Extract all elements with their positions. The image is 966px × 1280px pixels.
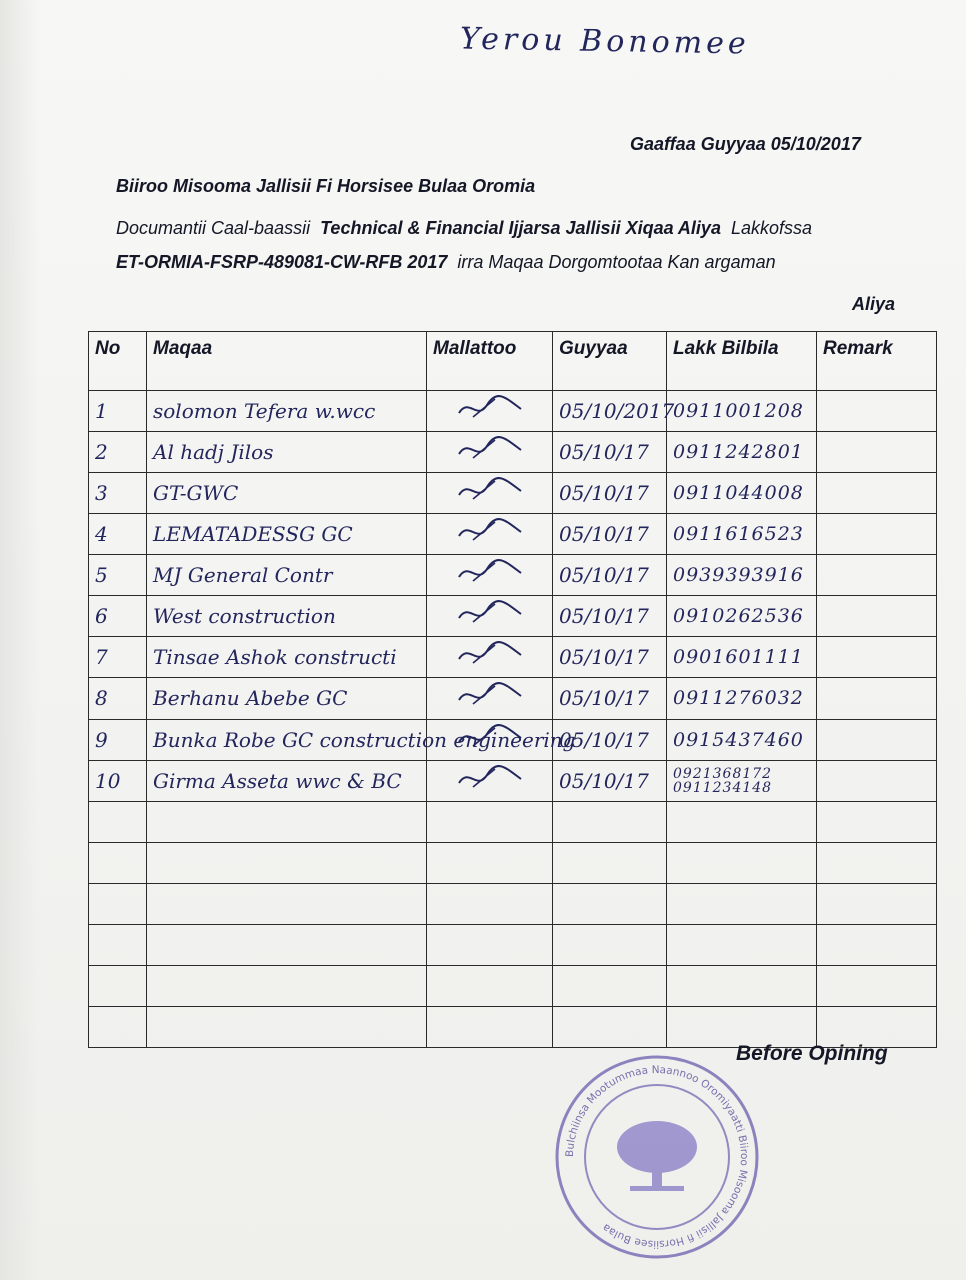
empty-cell xyxy=(817,883,937,924)
remark-cell xyxy=(817,473,937,514)
date-cell: 05/10/17 xyxy=(553,760,667,801)
signature-mark xyxy=(455,763,525,793)
handwritten-note: Yerou Bonomee xyxy=(459,21,750,62)
stamp-text: Bulchiinsa Mootummaa Naannoo Oromiyaatti Biiroo Misooma Jallisii fi Horsiisee Bulaa xyxy=(563,1063,751,1251)
date-cell: 05/10/17 xyxy=(553,678,667,719)
remark-cell xyxy=(817,391,937,432)
reference-number: ET-ORMIA-FSRP-489081-CW-RFB 2017 xyxy=(116,252,448,272)
remark-cell xyxy=(817,596,937,637)
phone-cell xyxy=(667,760,817,801)
empty-cell xyxy=(427,1006,553,1047)
empty-cell xyxy=(427,883,553,924)
signature-cell xyxy=(427,473,553,514)
empty-cell xyxy=(553,801,667,842)
signature-mark xyxy=(455,475,525,505)
empty-cell xyxy=(427,842,553,883)
remark-cell xyxy=(817,432,937,473)
bidder-name: LEMATADESSG GC xyxy=(147,514,427,555)
remark-cell xyxy=(817,760,937,801)
signature-cell xyxy=(427,596,553,637)
empty-cell xyxy=(89,1006,147,1047)
empty-cell xyxy=(427,924,553,965)
empty-cell xyxy=(553,924,667,965)
row-number: 5 xyxy=(89,555,147,596)
document-description xyxy=(116,218,812,239)
column-header-date: Guyyaa xyxy=(553,332,667,391)
signature-cell xyxy=(427,432,553,473)
date-line: Gaaffaa Guyyaa 05/10/2017 xyxy=(630,134,861,154)
empty-cell xyxy=(89,801,147,842)
remark-cell xyxy=(817,719,937,760)
empty-cell xyxy=(667,965,817,1006)
phone-cell xyxy=(667,596,817,637)
row-number: 9 xyxy=(89,719,147,760)
phone-cell xyxy=(667,555,817,596)
before-opening-note: Before Opining xyxy=(736,1042,888,1065)
paper-edge xyxy=(0,0,40,1280)
date-cell: 05/10/17 xyxy=(553,555,667,596)
signature-mark xyxy=(455,598,525,628)
table-row xyxy=(89,391,937,432)
tree-emblem xyxy=(617,1121,697,1191)
empty-cell xyxy=(817,924,937,965)
remark-cell xyxy=(817,637,937,678)
column-header-signature: Mallattoo xyxy=(427,332,553,391)
date-cell: 05/10/17 xyxy=(553,596,667,637)
signature-cell xyxy=(427,637,553,678)
date-cell: 05/10/17 xyxy=(553,719,667,760)
bidder-name: MJ General Contr xyxy=(147,555,427,596)
empty-cell xyxy=(667,801,817,842)
date-cell: 05/10/2017 xyxy=(553,391,667,432)
empty-cell xyxy=(147,842,427,883)
empty-cell xyxy=(427,965,553,1006)
empty-cell xyxy=(147,801,427,842)
table-row xyxy=(89,596,937,637)
phone-cell xyxy=(667,473,817,514)
phone-number: 0911001208 xyxy=(673,400,804,423)
signature-mark xyxy=(455,434,525,464)
signature-cell xyxy=(427,760,553,801)
phone-cell xyxy=(667,514,817,555)
phone-cell xyxy=(667,391,817,432)
remark-cell xyxy=(817,555,937,596)
remark-cell xyxy=(817,678,937,719)
empty-cell xyxy=(553,842,667,883)
attendance-table xyxy=(88,331,937,1048)
remark-cell xyxy=(817,514,937,555)
bidder-name: West construction xyxy=(147,596,427,637)
table-header-row xyxy=(89,332,937,391)
empty-cell xyxy=(89,842,147,883)
date-cell: 05/10/17 xyxy=(553,432,667,473)
bidder-name: Bunka Robe GC construction engineering xyxy=(147,719,427,760)
column-header-no: No xyxy=(89,332,147,391)
signature-mark xyxy=(455,516,525,546)
table-row xyxy=(89,719,937,760)
row-number: 10 xyxy=(89,760,147,801)
empty-cell xyxy=(89,965,147,1006)
phone-number: 0911276032 xyxy=(673,687,804,710)
empty-cell xyxy=(553,883,667,924)
signature-mark xyxy=(455,557,525,587)
office-name: Biiroo Misooma Jallisii Fi Horsisee Bulaa Oromia xyxy=(116,176,536,196)
phone-cell xyxy=(667,678,817,719)
empty-cell xyxy=(89,883,147,924)
table-row xyxy=(89,760,937,801)
phone-number: 0915437460 xyxy=(673,728,804,751)
empty-cell xyxy=(667,924,817,965)
signature-cell xyxy=(427,678,553,719)
signature-cell xyxy=(427,555,553,596)
phone-number: 0911242801 xyxy=(673,441,804,464)
official-stamp xyxy=(552,1052,762,1262)
phone-number: 0910262536 xyxy=(673,605,804,628)
empty-table-row xyxy=(89,801,937,842)
empty-table-row xyxy=(89,842,937,883)
doc-title: Technical & Financial Ijjarsa Jallisii Xiqaa Aliya xyxy=(320,218,721,238)
signature-mark xyxy=(455,722,525,752)
reference-line xyxy=(116,252,776,273)
phone-number-secondary: 0911234148 xyxy=(673,779,773,796)
column-header-remark: Remark xyxy=(817,332,937,391)
reference-suffix: irra Maqaa Dorgomtootaa Kan argaman xyxy=(457,252,776,272)
empty-cell xyxy=(553,965,667,1006)
empty-cell xyxy=(147,965,427,1006)
empty-cell xyxy=(147,1006,427,1047)
column-header-phone: Lakk Bilbila xyxy=(667,332,817,391)
empty-cell xyxy=(147,924,427,965)
bidder-name: Tinsae Ashok constructi xyxy=(147,637,427,678)
phone-cell xyxy=(667,637,817,678)
date-cell: 05/10/17 xyxy=(553,473,667,514)
table-row xyxy=(89,473,937,514)
empty-cell xyxy=(89,924,147,965)
bidder-name: Girma Asseta wwc & BC xyxy=(147,760,427,801)
table-row xyxy=(89,678,937,719)
row-number: 6 xyxy=(89,596,147,637)
table-row xyxy=(89,432,937,473)
phone-number: 0939393916 xyxy=(673,564,804,587)
table-row xyxy=(89,555,937,596)
bidder-name: GT-GWC xyxy=(147,473,427,514)
phone-number: 0911044008 xyxy=(673,482,804,505)
phone-cell xyxy=(667,719,817,760)
table-row xyxy=(89,637,937,678)
date-cell: 05/10/17 xyxy=(553,637,667,678)
row-number: 8 xyxy=(89,678,147,719)
table-row xyxy=(89,514,937,555)
bidder-name: solomon Tefera w.wcc xyxy=(147,391,427,432)
signature-mark xyxy=(455,680,525,710)
row-number: 7 xyxy=(89,637,147,678)
row-number: 4 xyxy=(89,514,147,555)
signature-mark xyxy=(455,393,525,423)
empty-cell xyxy=(667,883,817,924)
empty-cell xyxy=(817,842,937,883)
row-number: 2 xyxy=(89,432,147,473)
row-number: 1 xyxy=(89,391,147,432)
empty-cell xyxy=(427,801,553,842)
row-number: 3 xyxy=(89,473,147,514)
empty-cell xyxy=(553,1006,667,1047)
date-cell: 05/10/17 xyxy=(553,514,667,555)
phone-number: 0921368172 xyxy=(673,765,773,782)
empty-table-row xyxy=(89,924,937,965)
empty-cell xyxy=(667,842,817,883)
signature-cell xyxy=(427,391,553,432)
signature-mark xyxy=(455,639,525,669)
phone-number: 0901601111 xyxy=(673,646,804,669)
place-name: Aliya xyxy=(852,294,896,314)
doc-prefix: Documantii Caal-baassii xyxy=(116,218,311,238)
bidder-name: Berhanu Abebe GC xyxy=(147,678,427,719)
column-header-name: Maqaa xyxy=(147,332,427,391)
bidder-name: Al hadj Jilos xyxy=(147,432,427,473)
phone-cell xyxy=(667,432,817,473)
empty-table-row xyxy=(89,965,937,1006)
doc-suffix: Lakkofssa xyxy=(730,218,813,238)
empty-cell xyxy=(817,801,937,842)
signature-cell xyxy=(427,514,553,555)
empty-cell xyxy=(817,965,937,1006)
phone-number: 0911616523 xyxy=(673,523,804,546)
empty-table-row xyxy=(89,883,937,924)
empty-cell xyxy=(147,883,427,924)
